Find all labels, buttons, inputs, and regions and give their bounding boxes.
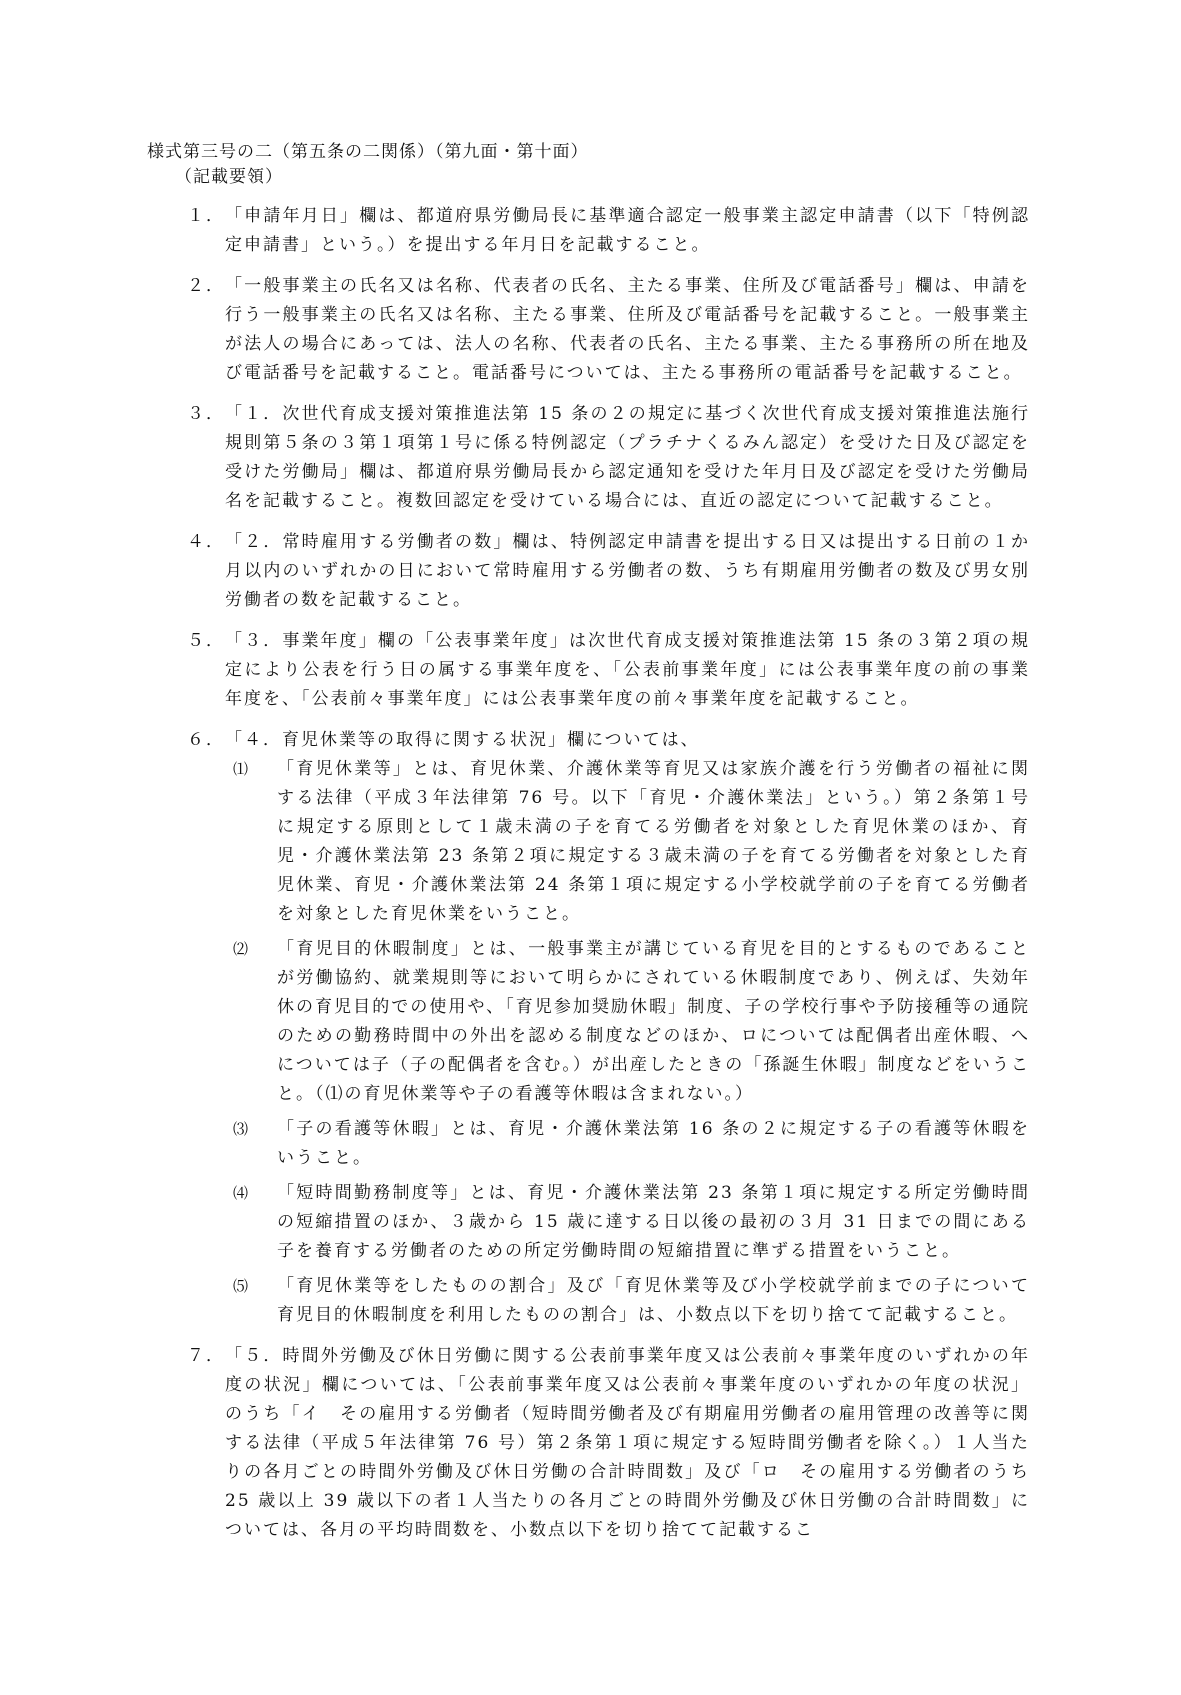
sub-item-text: 「育児休業等」とは、育児休業、介護休業等育児又は家族介護を行う労働者の福祉に関する法律（平成３年法律第 76 号。以下「育児・介護休業法」という。）第２条第１号に規定する原則として１歳未満の子を育てる労働者を対象とした育児休業のほか、育児・介護休業法第 23 条第２項に規定する３歳未満の子を育てる労働者を対象とした育児休業、育児・介護休業法第 24 条第１項に規定する小学校就学前の子を育てる労働者を対象とした育児休業をいうこと。 xyxy=(277,759,1030,924)
item-number: ２． xyxy=(187,276,225,296)
sub-item-number: ⑴ xyxy=(233,760,251,778)
item-number: ４． xyxy=(187,532,225,552)
instruction-item-7 xyxy=(187,1342,1030,1545)
item-text: 「２．常時雇用する労働者の数」欄は、特例認定申請書を提出する日又は提出する日前の１か月以内のいずれかの日において常時雇用する労働者の数、うち有期雇用労働者の数及び男女別労働者の数を記載すること。 xyxy=(225,532,1030,610)
item-text: 「一般事業主の氏名又は名称、代表者の氏名、主たる事業、住所及び電話番号」欄は、申請を行う一般事業主の氏名又は名称、主たる事業、住所及び電話番号を記載すること。一般事業主が法人の場合にあっては、法人の名称、代表者の氏名、主たる事業、主たる事務所の所在地及び電話番号を記載すること。電話番号については、主たる事務所の電話番号を記載すること。 xyxy=(225,276,1030,383)
sub-item-text: 「短時間勤務制度等」とは、育児・介護休業法第 23 条第１項に規定する所定労働時間の短縮措置のほか、３歳から 15 歳に達する日以後の最初の３月 31 日までの間にある子を養育する労働者のための所定労働時間の短縮措置に準ずる措置をいうこと。 xyxy=(277,1183,1030,1261)
instruction-item-2 xyxy=(187,272,1030,388)
sub-item-number: ⑵ xyxy=(233,940,251,958)
sub-item-number: ⑸ xyxy=(233,1277,251,1295)
sub-item-number: ⑶ xyxy=(233,1120,251,1138)
item-number: ５． xyxy=(187,631,225,651)
sub-item-2 xyxy=(225,935,1030,1109)
item-number: ７． xyxy=(187,1346,225,1366)
sub-item-4 xyxy=(225,1179,1030,1266)
sub-item-text: 「子の看護等休暇」とは、育児・介護休業法第 16 条の２に規定する子の看護等休暇をいうこと。 xyxy=(277,1119,1030,1168)
sub-item-1 xyxy=(225,755,1030,929)
sub-item-number: ⑷ xyxy=(233,1184,251,1202)
item-number: ３． xyxy=(187,404,225,424)
instruction-item-6 xyxy=(187,726,1030,1330)
sub-item-3 xyxy=(225,1115,1030,1173)
instruction-item-5 xyxy=(187,627,1030,714)
instruction-item-3 xyxy=(187,400,1030,516)
item-text: 「５．時間外労働及び休日労働に関する公表前事業年度又は公表前々事業年度のいずれかの年度の状況」欄については、「公表前事業年度又は公表前々事業年度のいずれかの年度の状況」のうち「イ その雇用する労働者（短時間労働者及び有期雇用労働者の雇用管理の改善等に関する法律（平成５年法律第 76 号）第２条第１項に規定する短時間労働者を除く。）１人当たりの各月ごとの時間外労働及び休日労働の合計時間数」及び「ロ その雇用する労働者のうち 25 歳以上 39 歳以下の者１人当たりの各月ごとの時間外労働及び休日労働の合計時間数」については、各月の平均時間数を、小数点以下を切り捨てて記載するこ xyxy=(225,1346,1030,1540)
instruction-list xyxy=(187,202,1030,1557)
item-text: 「１．次世代育成支援対策推進法第 15 条の２の規定に基づく次世代育成支援対策推進法施行規則第５条の３第１項第１号に係る特例認定（プラチナくるみん認定）を受けた日及び認定を受けた労働局」欄は、都道府県労働局長から認定通知を受けた年月日及び認定を受けた労働局名を記載すること。複数回認定を受けている場合には、直近の認定について記載すること。 xyxy=(225,404,1030,511)
form-subtitle: （記載要領） xyxy=(175,167,283,187)
sub-item-text: 「育児目的休暇制度」とは、一般事業主が講じている育児を目的とするものであることが労働協約、就業規則等において明らかにされている休暇制度であり、例えば、失効年休の育児目的での使用や、「育児参加奨励休暇」制度、子の学校行事や予防接種等の通院のための勤務時間中の外出を認める制度などのほか、ロについては配偶者出産休暇、へについては子（子の配偶者を含む。）が出産したときの「孫誕生休暇」制度などをいうこと。（⑴の育児休業等や子の看護等休暇は含まれない。） xyxy=(277,939,1030,1104)
form-title: 様式第三号の二（第五条の二関係）（第九面・第十面） xyxy=(147,142,589,162)
item-text: 「申請年月日」欄は、都道府県労働局長に基準適合認定一般事業主認定申請書（以下「特例認定申請書」という。）を提出する年月日を記載すること。 xyxy=(225,206,1030,255)
sub-item-5 xyxy=(225,1272,1030,1330)
sub-item-list xyxy=(225,755,1030,1330)
item-number: ６． xyxy=(187,730,225,750)
instruction-item-1 xyxy=(187,202,1030,260)
sub-item-text: 「育児休業等をしたものの割合」及び「育児休業等及び小学校就学前までの子について育児目的休暇制度を利用したものの割合」は、小数点以下を切り捨てて記載すること。 xyxy=(277,1276,1030,1325)
instruction-item-4 xyxy=(187,528,1030,615)
item-text: 「３．事業年度」欄の「公表事業年度」は次世代育成支援対策推進法第 15 条の３第２項の規定により公表を行う日の属する事業年度を、「公表前事業年度」には公表事業年度の前の事業年度を、「公表前々事業年度」には公表事業年度の前々事業年度を記載すること。 xyxy=(225,631,1030,709)
item-text: 「４．育児休業等の取得に関する状況」欄については、 xyxy=(225,730,700,750)
item-number: １． xyxy=(187,206,225,226)
